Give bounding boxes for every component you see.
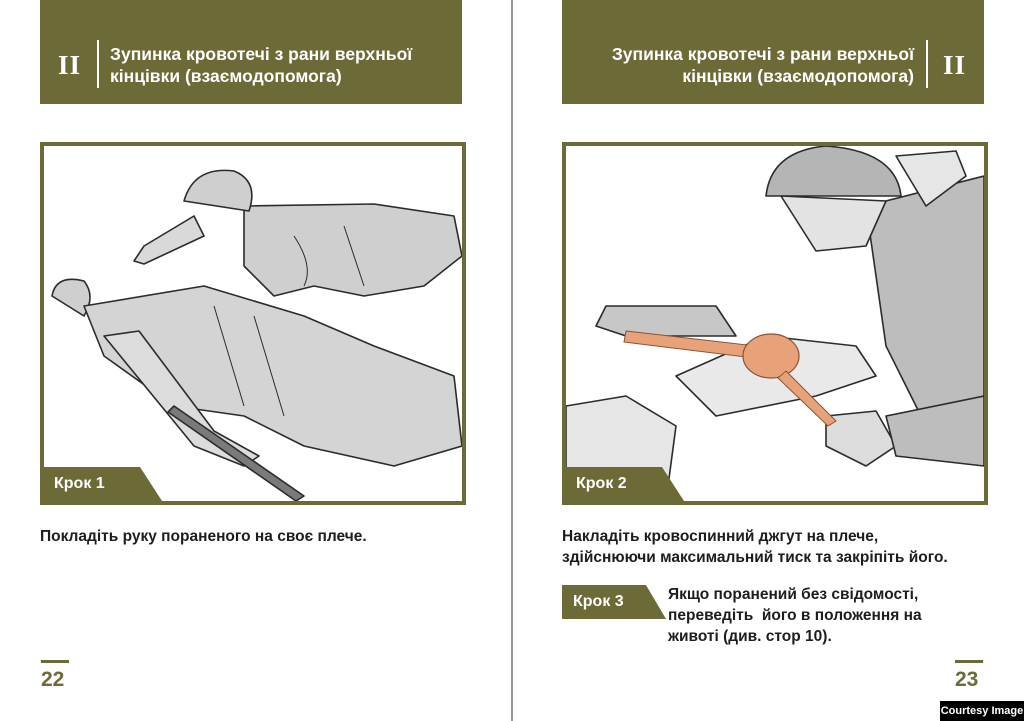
step1-illustration bbox=[40, 142, 466, 505]
soldiers-lying-illustration bbox=[44, 146, 462, 501]
section-title bbox=[612, 43, 914, 87]
left-page-header bbox=[40, 0, 462, 104]
step3-line2: переведіть його в положення на bbox=[668, 607, 922, 624]
step2-illustration bbox=[562, 142, 988, 505]
step1-caption: Покладіть руку пораненого на своє плече. bbox=[40, 528, 367, 545]
section-title-line2: кінцівки (взаємодопомога) bbox=[110, 66, 342, 86]
section-numeral: II bbox=[942, 50, 966, 80]
step1-label: Крок 1 bbox=[54, 475, 105, 492]
header-separator bbox=[926, 40, 928, 88]
section-title bbox=[110, 43, 412, 87]
step1-tag bbox=[44, 467, 140, 501]
step2-caption-line2: здійснюючи максимальний тиск та закріпіть його. bbox=[562, 549, 948, 566]
right-page-number: 23 bbox=[955, 668, 979, 691]
section-title-line2: кінцівки (взаємодопомога) bbox=[682, 66, 914, 86]
step3-label: Крок 3 bbox=[573, 593, 624, 610]
step2-tag bbox=[566, 467, 662, 501]
section-title-line1: Зупинка кровотечі з рани верхньої bbox=[611, 44, 914, 64]
header-separator bbox=[97, 40, 99, 88]
step2-label: Крок 2 bbox=[576, 475, 627, 492]
step2-caption-line1: Накладіть кровоспинний джгут на плече, bbox=[562, 528, 879, 545]
image-credit: Courtesy Image bbox=[940, 701, 1024, 721]
step3-tag bbox=[562, 585, 646, 619]
step3-line3: животі (див. стор 10). bbox=[668, 628, 832, 645]
left-page-number: 22 bbox=[41, 668, 65, 691]
step3-text bbox=[668, 584, 922, 647]
tourniquet-application-illustration bbox=[566, 146, 984, 501]
section-numeral: II bbox=[58, 50, 82, 80]
step3-line1: Якщо поранений без свідомості, bbox=[668, 586, 919, 603]
section-title-line1: Зупинка кровотечі з рани верхньої bbox=[110, 44, 413, 64]
right-page-header bbox=[562, 0, 984, 104]
step2-caption bbox=[562, 526, 948, 568]
page-fold-divider bbox=[511, 0, 513, 721]
